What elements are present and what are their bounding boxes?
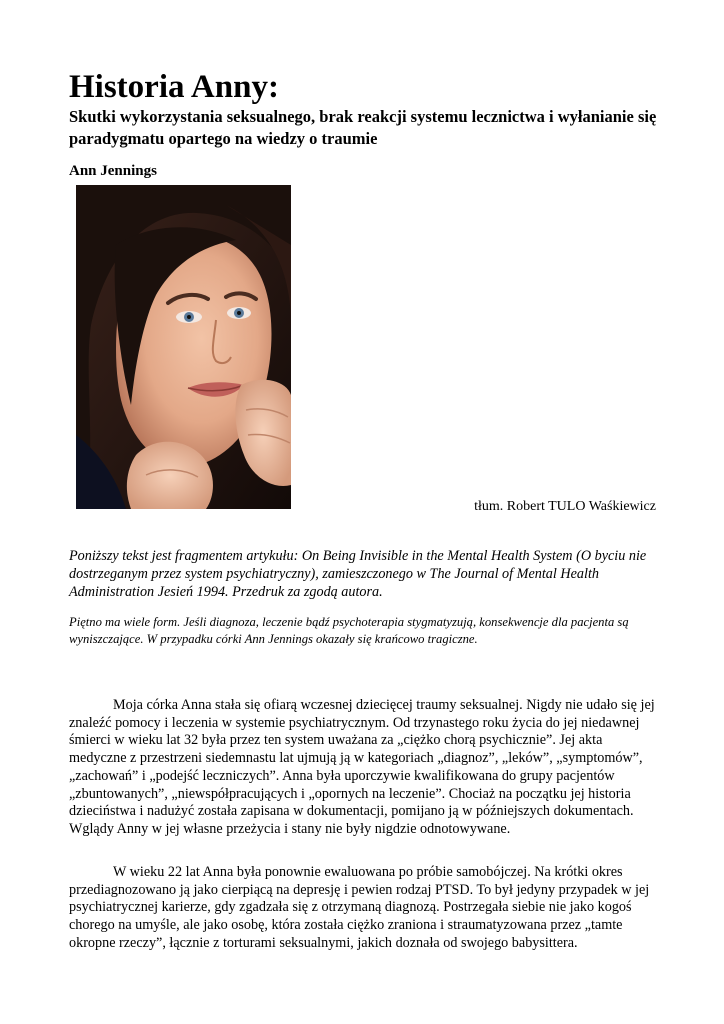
document-subtitle: Skutki wykorzystania seksualnego, brak reakcji systemu lecznictwa i wyłanianie się paradygmatu opartego na wiedzy o traumie bbox=[69, 107, 657, 148]
lead-paragraph: Piętno ma wiele form. Jeśli diagnoza, leczenie bądź psychoterapia stygmatyzują, konsekwencje dla pacjenta są wyniszczające. W przypadku córki Ann Jennings okazały się krańcowo tragiczne. bbox=[69, 615, 629, 646]
translator-credit: tłum. Robert TULO Waśkiewicz bbox=[474, 499, 656, 514]
body-paragraph: W wieku 22 lat Anna była ponownie ewaluowana po próbie samobójczej. Na krótki okres przediagnozowano ją jako cierpiącą na depresję i pewien rodzaj PTSD. To był jedyny przypadek w jej psychiatrycznej karierze, gdy zgadzała się z otrzymaną diagnozą. Postrzegała siebie nie jako kogoś chorego na umyśle, ale jako osobę, która została ciężko zraniona i straumatyzowana przez „tamte okropne rzeczy”, łącznie z torturami seksualnymi, jakich doznała od swojego babysittera. bbox=[69, 864, 650, 951]
body-paragraph: Moja córka Anna stała się ofiarą wczesnej dziecięcej traumy seksualnej. Nigdy nie udało się jej znaleźć pomocy i leczenia w systemie psychiatrycznym. Od trzynastego roku życia do jej niedawnej śmierci w wieku lat 32 była przez ten system uważana za „ciężko chorą psychicznie”. Jej akta medyczne z przestrzeni siedemnastu lat ujmują ją w kategoriach „diagnoz”, „leków”, „symptomów”, „zachowań” i „podejść leczniczych”. Anna była uporczywie kwalifikowana do grupy pacjentów „zbuntowanych”, „niewspółpracujących i „opornych na leczenie”. Chociaż na początku jej historia dzieciństwa i nadużyć została zapisana w dokumentacji, pomijano ją w późniejszych dokumentach. Wglądy Anny w jej własne przeżycia i stany nie były nigdzie odnotowywane. bbox=[69, 697, 655, 837]
portrait-photo bbox=[76, 185, 291, 509]
article-source-note: Poniższy tekst jest fragmentem artykułu: On Being Invisible in the Mental Health System (O byciu nie dostrzeganym przez system psychiatryczny), zamieszczonego w The Journal of Mental Health Administration Jesień 1994. Przedruk za zgodą autora. bbox=[69, 548, 647, 600]
document-title: Historia Anny: bbox=[69, 69, 279, 105]
author-name: Ann Jennings bbox=[69, 163, 157, 179]
